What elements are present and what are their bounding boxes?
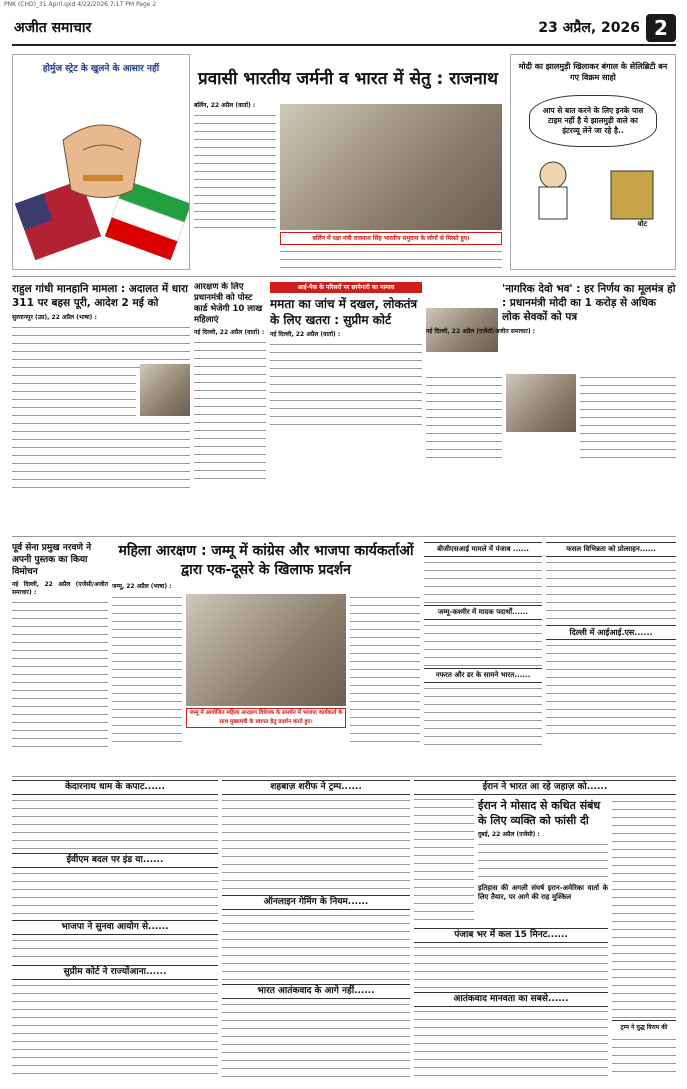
iran-body-text-2 <box>612 798 676 1018</box>
briefs-bottom-left <box>12 780 218 1080</box>
iran-kicker-text <box>414 796 474 926</box>
iran-dateline: दुबई, 22 अप्रैल (एजेंसी) : <box>478 831 540 838</box>
jammu-body-text <box>112 594 182 744</box>
page-number: 2 <box>646 14 676 42</box>
iran-body-text <box>478 841 608 881</box>
brief-bl-2-text <box>12 870 218 918</box>
brief-bm-3-headline: भारत आतंकवाद के आगे नहीं...... <box>222 984 410 999</box>
story-pm <box>426 282 676 532</box>
pm-dateline: नई दिल्ली, 22 अप्रैल (एजेंसी/अजीत समाचार) : <box>426 328 536 335</box>
reservation-body-text <box>194 339 266 479</box>
brief-right-2-text <box>546 642 676 738</box>
lead-photo <box>280 104 502 230</box>
jammu-headline: महिला आरक्षण : जम्मू में कांग्रेस और भाजपा कार्यकर्ताओं द्वारा एक-दूसरे के खिलाफ प्रदर्शन <box>118 543 414 578</box>
pump-label: वोट <box>637 220 647 228</box>
lead-headline: प्रवासी भारतीय जर्मनी व भारत में सेतु : राजनाथ <box>198 69 498 89</box>
rahul-body-text-3 <box>12 420 190 490</box>
story-mamata <box>270 282 422 532</box>
handshake-illustration <box>13 80 190 260</box>
brief-mid-3-headline: नफरत और डर के सामने भारत...... <box>424 668 542 683</box>
story-reservation <box>194 282 266 532</box>
print-slug: PNK (CHD)_31 April.qxd 4/22/2026 7:17 PM Page 2 <box>4 1 157 8</box>
mamata-dateline: नई दिल्ली, 22 अप्रैल (वार्ता) : <box>270 331 341 338</box>
book-dateline: नई दिल्ली, 22 अप्रैल (एजेंसी/अजीत समाचार) : <box>12 581 108 596</box>
reservation-headline: आरक्षण के लिए प्रधानमंत्री को पोस्ट कार्ड भेजेगी 10 लाख महिलाएं <box>194 282 263 325</box>
brief-bl-2-headline: ईवीएम बदल पर इंड या...... <box>12 853 218 868</box>
rahul-photo <box>140 364 190 416</box>
newspaper-name: अजीत समाचार <box>14 20 92 36</box>
book-headline: पूर्व सेना प्रमुख नरवणे ने अपनी पुस्तक का किया विमोचन <box>12 543 92 577</box>
jammu-photo <box>186 594 346 706</box>
brief-bl-3-text <box>12 937 218 963</box>
mamata-headline: ममता का जांच में दखल, लोकतंत्र के लिए खतरा : सुप्रीम कोर्ट <box>270 297 418 327</box>
brief-br-3-text <box>612 1036 676 1078</box>
jammu-dateline: जम्मू, 22 अप्रैल (भाषा) : <box>112 583 172 590</box>
masthead <box>12 12 676 46</box>
cartoon-headline: होर्मुज स्ट्रेट के खुलने के आसार नहीं <box>42 64 160 74</box>
lead-dateline: बर्लिन, 22 अप्रैल (वार्ता) : <box>194 102 256 109</box>
brief-bl-1-headline: केदारनाथ धाम के कपाट...... <box>12 780 218 795</box>
brief-br-2-text <box>414 1008 608 1078</box>
brief-br-1-text <box>414 944 608 988</box>
brief-bl-3-headline: भाजपा ने सुनवा आयोग से...... <box>12 920 218 935</box>
brief-mid-1-text <box>424 559 542 603</box>
brief-right-1-headline: फसल विभिन्नता को प्रोत्साहन...... <box>546 542 676 557</box>
brief-br-3-headline: ट्रम्प ने युद्ध विराम की <box>612 1020 676 1048</box>
brief-mid-2-text <box>424 622 542 666</box>
briefs-right <box>546 542 676 772</box>
briefs-mid <box>424 542 542 772</box>
mamata-kicker: आई-पैक के परिसरों पर छापेमारी का मामला <box>270 282 422 293</box>
cartoon-right-headline: मोदी का झालमुड़ी खिलाकर बंगाल के सेलिब्रिटी बन गए विक्रम साहो <box>518 62 668 82</box>
brief-right-2-headline: दिल्ली में आईआई.एस...... <box>546 625 676 640</box>
brief-mid-1-headline: बीजीएसआई मामले में पंजाब ...... <box>424 542 542 557</box>
jammu-photo-caption: जम्मू में आयोजित महिला आरक्षण विधेयक के समर्थन में भाजपा कार्यकर्ता के साथ मुख्यमंत्री के स्वागत हेतु प्रदर्शन करते हुए। <box>186 708 346 728</box>
story-rahul <box>12 282 190 532</box>
brief-mid-2-headline: जम्मू-कश्मीर में मादक पदार्थों...... <box>424 605 542 620</box>
iran-kicker: ईरान ने भारत आ रहे जहाज़ को...... <box>414 780 676 795</box>
rahul-headline: राहुल गांधी मानहानि मामला : अदालत में धारा 311 पर बहस पूरी, आदेश 2 मई को <box>12 283 188 309</box>
speech-bubble: आप से बात करने के लिए इनके पास टाइम नहीं है ये झालमुड़ी वाले का इंटरव्यू लेने जा रहे है.. <box>529 95 657 147</box>
iran-headline: ईरान ने मोसाद से कथित संबंध के लिए व्यक्ति को फांसी दी <box>478 799 601 827</box>
brief-bl-4-text <box>12 982 218 1080</box>
story-jammu <box>112 542 420 772</box>
pm-body-text-2 <box>580 374 676 464</box>
rahul-dateline: सुल्तानपुर (उप्र), 22 अप्रैल (भाषा) : <box>12 314 97 321</box>
cartoon-jhalmuri <box>510 54 676 270</box>
story-book <box>12 542 108 772</box>
rahul-body-text-2 <box>12 364 136 416</box>
brief-bl-4-headline: सुप्रीम कोर्ट ने राज्योंआना...... <box>12 965 218 980</box>
lead-photo-caption: बर्लिन में रक्षा मंत्री राजनाथ सिंह भारतीय समुदाय के लोगों से मिलते हुए। <box>280 232 502 245</box>
brief-br-2-headline: आतंकवाद मानवता का सबसे...... <box>414 992 608 1007</box>
cartoon-hormuz <box>12 54 190 270</box>
mamata-body-text <box>270 341 422 431</box>
brief-bl-1-text <box>12 797 218 851</box>
brief-bm-2-headline: ऑनलाइन गेमिंग के नियम...... <box>222 895 410 910</box>
cartoon-figure-illustration <box>511 147 676 227</box>
jammu-body-text-2 <box>350 594 420 744</box>
reservation-dateline: नई दिल्ली, 22 अप्रैल (वार्ता) : <box>194 329 265 336</box>
brief-bm-1-headline: शहबाज़ शरीफ ने ट्रम्प...... <box>222 780 410 795</box>
brief-bm-1-text <box>222 797 410 893</box>
brief-mid-3-text <box>424 685 542 745</box>
story-iran <box>414 780 676 1080</box>
iran-subhead: इतिहास की अगली संघर्ष इरान-अमेरिका वार्ता के लिए तैयार, पर आगे की राह मुश्किल <box>478 884 608 901</box>
pm-body-text <box>426 374 502 464</box>
pm-headline: 'नागरिक देवो भव' : हर निर्णय का मूलमंत्र हो : प्रधानमंत्री मोदी का 1 करोड़ से अधिक लोक सेवकों को पत्र <box>502 283 676 323</box>
lead-story <box>194 54 502 270</box>
brief-bm-3-text <box>222 1001 410 1080</box>
lead-body-text-2 <box>280 248 502 270</box>
brief-bm-2-text <box>222 912 410 982</box>
pm-photo <box>506 374 576 432</box>
edition-date: 23 अप्रैल, 2026 <box>538 20 640 36</box>
brief-right-1-text <box>546 559 676 623</box>
brief-br-1-headline: पंजाब भर में कल 15 मिनट...... <box>414 928 608 943</box>
lead-body-text <box>194 112 276 232</box>
book-body-text <box>12 599 108 749</box>
briefs-bottom-mid <box>222 780 410 1080</box>
